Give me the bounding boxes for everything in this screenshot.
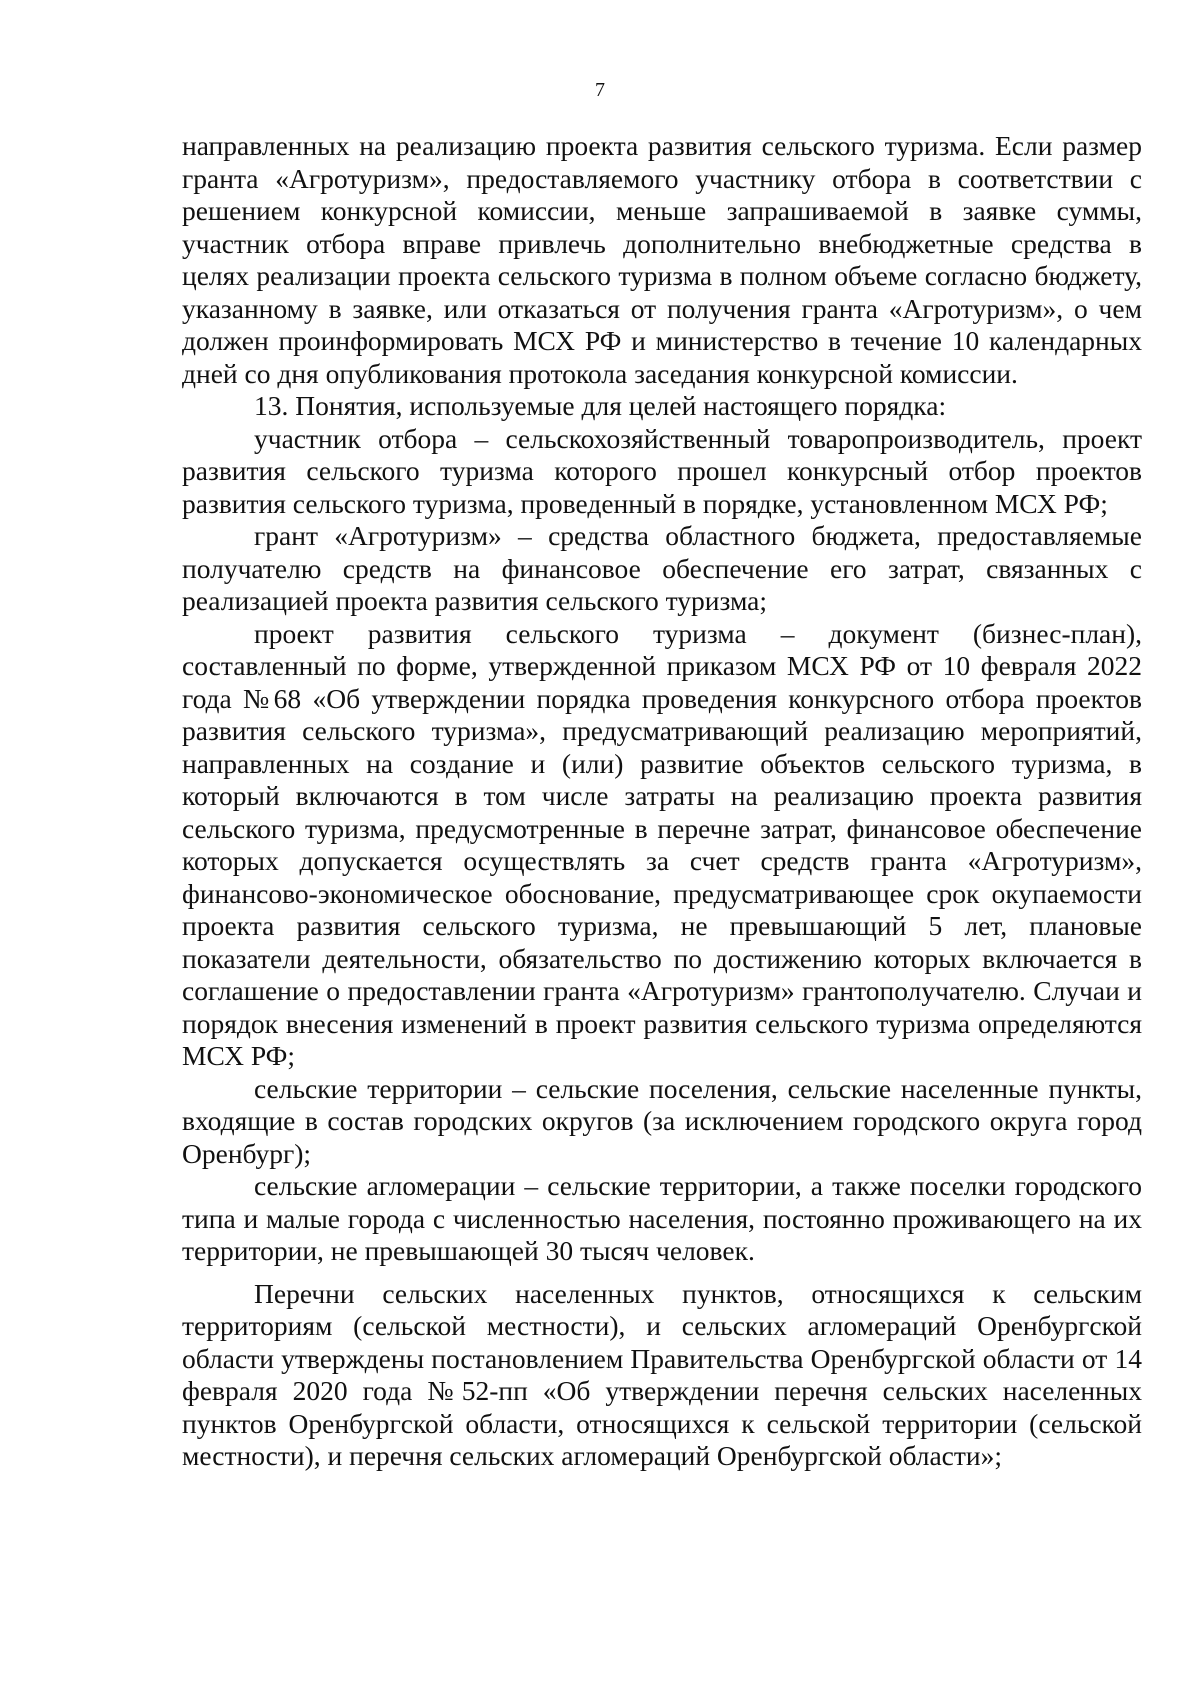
paragraph-definition-grant: грант «Агротуризм» – средства областного бюджета, предоставляемые получателю средств на финансовое обеспечение его затрат, связанных с реализацией проекта развития сельского туризма; bbox=[182, 520, 1142, 616]
paragraph-lists-approval: Перечни сельских населенных пунктов, относящихся к сельским территориям (сельской местности), и сельских агломераций Оренбургской области утверждены постановлением Правительства Оренбургской области от 14 февраля 2020 года №52-пп «Об утверждении перечня сельских населенных пунктов Оренбургской области, относящихся к сельской территории (сельской местности), и перечня сельских агломераций Оренбургской области»; bbox=[182, 1277, 1142, 1471]
paragraph-definition-project: проект развития сельского туризма – документ (бизнес-план), составленный по форме, утвержденной приказом МСХ РФ от 10 февраля 2022 года №68 «Об утверждении порядка проведения конкурсного отбора проектов развития сельского туризма», предусматривающий реализацию мероприятий, направленных на создание и (или) развитие объектов сельского туризма, в который включаются в том числе затраты на реализацию проекта развития сельского туризма, предусмотренные в перечне затрат, финансовое обеспечение которых допускается осуществлять за счет средств гранта «Агротуризм», финансово-экономическое обоснование, предусматривающее срок окупаемости проекта развития сельского туризма, не превышающий 5 лет, плановые показатели деятельности, обязательство по достижению которых включается в соглашение о предоставлении гранта «Агротуризм» грантополучателю. Случаи и порядок внесения изменений в проект развития сельского туризма определяются МСХ РФ; bbox=[182, 617, 1142, 1071]
page-number: 7 bbox=[595, 79, 605, 101]
paragraph-definition-participant: участник отбора – сельскохозяйственный товаропроизводитель, проект развития сельского туризма которого прошел конкурсный отбор проектов развития сельского туризма, проведенный в порядке, установленном МСХ РФ; bbox=[182, 422, 1142, 519]
document-body bbox=[182, 130, 1142, 1473]
paragraph-definition-rural-territories: сельские территории – сельские поселения, сельские населенные пункты, входящие в состав городских округов (за исключением городского округа город Оренбург); bbox=[182, 1072, 1142, 1169]
paragraph-section-13-heading: 13. Понятия, используемые для целей настоящего порядка: bbox=[254, 390, 947, 421]
paragraph-definition-rural-agglomerations: сельские агломерации – сельские территории, а также поселки городского типа и малые города с численностью населения, постоянно проживающего на их территории, не превышающей 30 тысяч человек. bbox=[182, 1170, 1142, 1266]
paragraph-grant-continuation: направленных на реализацию проекта развития сельского туризма. Если размер гранта «Агротуризм», предоставляемого участнику отбора в соответствии с решением конкурсной комиссии, меньше запрашиваемой в заявке суммы, участник отбора вправе привлечь дополнительно внебюджетные средства в целях реализации проекта сельского туризма в полном объеме согласно бюджету, указанному в заявке, или отказаться от получения гранта «Агротуризм», о чем должен проинформировать МСХ РФ и министерство в течение 10 календарных дней со дня опубликования протокола заседания конкурсной комиссии. bbox=[182, 130, 1142, 389]
